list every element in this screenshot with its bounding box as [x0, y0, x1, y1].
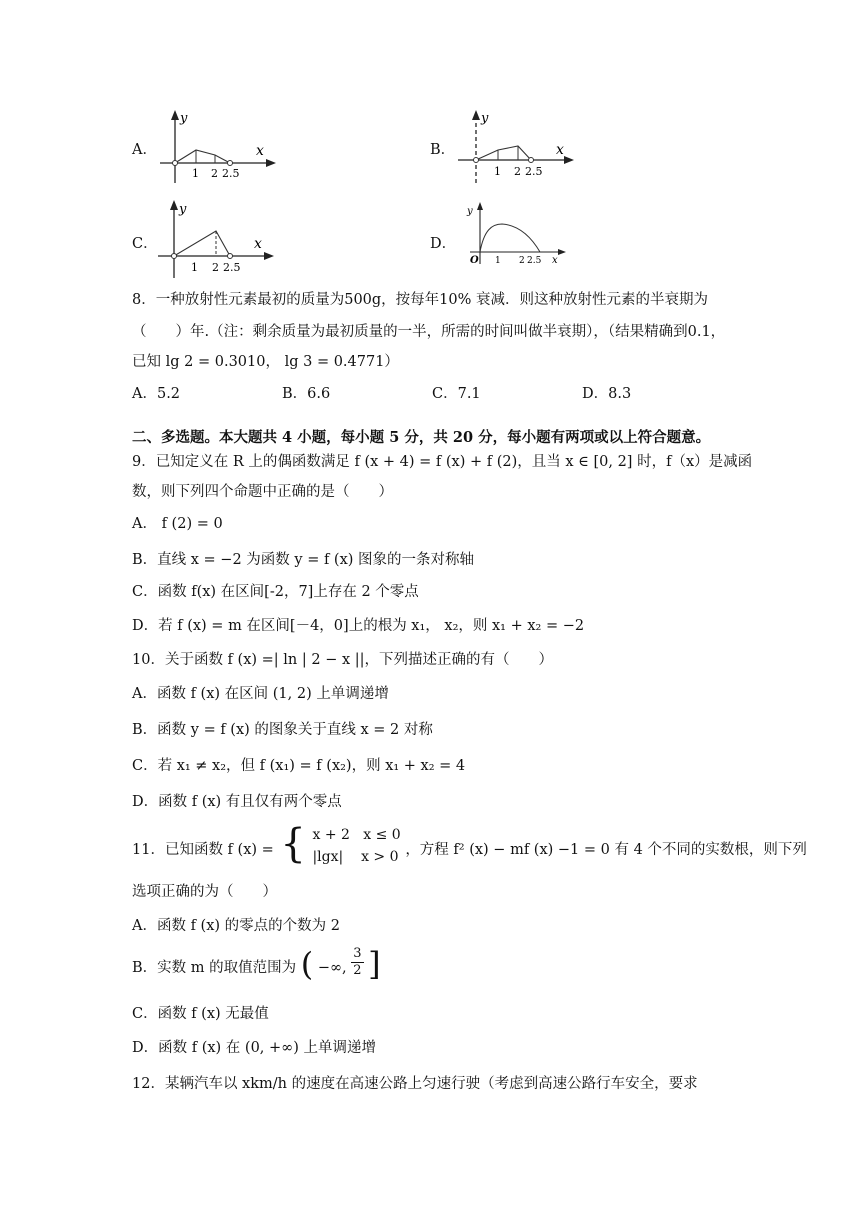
graph-a [160, 108, 280, 186]
q8-line2: （ ）年.（注：剩余质量为最初质量的一半，所需的时间叫做半衰期），（结果精确到0.1， [132, 324, 726, 340]
tick-2: 2 [519, 256, 525, 266]
q9-option-d: D．若 f (x) = m 在区间[－4，0]上的根为 x₁， x₂，则 x₁ + x₂ = −2 [132, 618, 585, 634]
graph-b [458, 108, 578, 186]
tick-1: 1 [191, 261, 198, 274]
q11-suffix: ，方程 f² (x) − mf (x) −1 = 0 有 4 个不同的实数根，则下列 [405, 842, 807, 858]
q10-option-b: B．函数 y = f (x) 的图象关于直线 x = 2 对称 [132, 722, 433, 738]
section-title: 二、多选题。本大题共 4 小题，每小题 5 分，共 20 分，每小题有两项或以上符合题意。 [132, 429, 711, 446]
tick-2-5: 2.5 [527, 256, 542, 266]
interval-left: −∞, [317, 960, 347, 976]
q9-line2: 数，则下列四个命题中正确的是（ ） [132, 484, 393, 500]
origin-label: O [470, 255, 479, 266]
q8-option-c: C．7.1 [432, 386, 481, 402]
brace-icon: { [280, 821, 306, 867]
tick-1: 1 [495, 256, 501, 266]
q8-line1: 8．一种放射性元素最初的质量为500g，按每年10% 衰减．则这种放射性元素的半衰期为 [132, 292, 709, 308]
option-label: D． [430, 236, 457, 252]
y-axis-label: y [180, 111, 188, 126]
tick-2-5: 2.5 [223, 261, 241, 274]
q8-line3: 已知 lg 2 = 0.3010， lg 3 = 0.4771） [132, 354, 399, 370]
q10-option-c: C．若 x₁ ≠ x₂，但 f (x₁) = f (x₂)，则 x₁ + x₂ = 4 [132, 758, 466, 774]
q9-option-a: A． f (2) = 0 [132, 516, 223, 532]
tick-2: 2 [211, 167, 218, 180]
y-axis-label: y [481, 111, 489, 126]
option-label: B． [430, 142, 456, 158]
option-label: A． [132, 142, 157, 158]
q8-option-d: D．8.3 [582, 386, 632, 402]
graph-c [158, 198, 278, 280]
y-axis-label: y [467, 206, 473, 217]
x-axis-label: x [254, 236, 262, 252]
q11-option-b-text: B．实数 m 的取值范围为 [132, 960, 297, 976]
q11-option-c: C．函数 f (x) 无最值 [132, 1006, 269, 1022]
q9-option-c: C．函数 f(x) 在区间[-2，7]上存在 2 个零点 [132, 584, 419, 600]
piece2-expr: |lgx| [312, 849, 344, 865]
q9-option-b: B．直线 x = −2 为函数 y = f (x) 图象的一条对称轴 [132, 552, 475, 568]
graph-d [462, 200, 572, 270]
y-axis-label: y [179, 202, 187, 217]
q8-option-b: B．6.6 [282, 386, 331, 402]
tick-2: 2 [514, 165, 521, 178]
q11-option-a: A．函数 f (x) 的零点的个数为 2 [132, 918, 340, 934]
q8-option-a: A．5.2 [132, 386, 181, 402]
q9-line1: 9．已知定义在 R 上的偶函数满足 f (x + 4) = f (x) + f (2)，且当 x ∈ [0, 2] 时，f（x）是减函 [132, 454, 753, 470]
bracket-right-icon: ] [368, 945, 381, 983]
q11-option-d: D．函数 f (x) 在 (0, +∞) 上单调递增 [132, 1040, 377, 1056]
x-axis-label: x [556, 142, 564, 158]
option-label: C． [132, 236, 158, 252]
q11-prefix: 11．已知函数 f (x) = [132, 842, 274, 858]
piece1-cond: x ≤ 0 [363, 827, 401, 843]
tick-1: 1 [192, 167, 199, 180]
fraction-denominator: 2 [353, 963, 362, 978]
x-axis-label: x [552, 255, 558, 266]
q11-option-b [132, 946, 381, 986]
x-axis-label: x [256, 143, 264, 159]
piece1-expr: x + 2 [312, 827, 350, 843]
tick-2-5: 2.5 [222, 167, 240, 180]
q12-line1: 12．某辆汽车以 xkm/h 的速度在高速公路上匀速行驶（考虑到高速公路行车安全，要求 [132, 1076, 698, 1092]
tick-1: 1 [494, 165, 501, 178]
fraction-numerator: 3 [353, 946, 362, 961]
q10-line1: 10．关于函数 f (x) =| ln | 2 − x ||，下列描述正确的有（ ） [132, 652, 554, 668]
paren-left-icon: ( [300, 945, 314, 983]
fraction [351, 946, 363, 979]
piecewise [312, 824, 400, 868]
q10-option-a: A．函数 f (x) 在区间 (1, 2) 上单调递增 [132, 686, 389, 702]
tick-2-5: 2.5 [525, 165, 543, 178]
q10-option-d: D．函数 f (x) 有且仅有两个零点 [132, 794, 342, 810]
q11-line1 [132, 821, 807, 874]
q11-line2: 选项正确的为（ ） [132, 884, 277, 900]
tick-2: 2 [212, 261, 219, 274]
piece2-cond: x > 0 [361, 849, 399, 865]
